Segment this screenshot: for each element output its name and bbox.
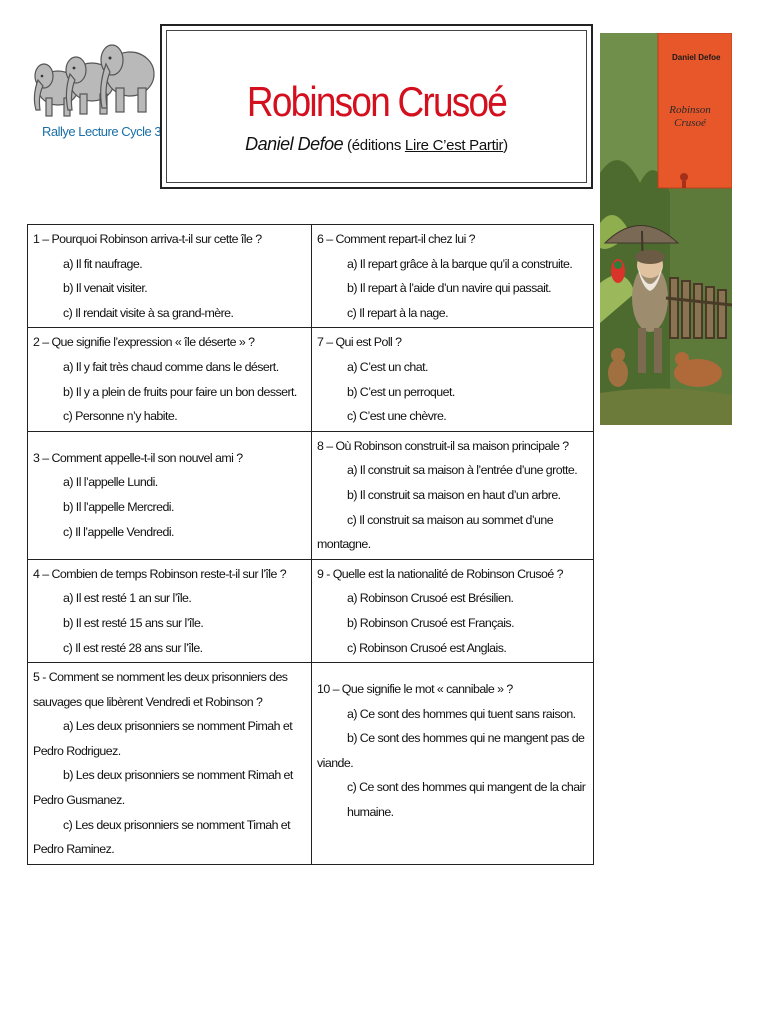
question-text: 9 - Quelle est la nationalité de Robinson Crusoé ? bbox=[317, 566, 563, 581]
answer-option: b) C’est un perroquet. bbox=[347, 384, 455, 399]
title-box bbox=[160, 24, 593, 189]
quiz-row bbox=[28, 225, 594, 328]
answer-option: c) Personne n’y habite. bbox=[63, 409, 178, 424]
cell-spacer bbox=[33, 434, 307, 446]
question-cell bbox=[28, 559, 312, 662]
quiz-row bbox=[28, 328, 594, 431]
answer-option: a) Il fit naufrage. bbox=[63, 256, 143, 271]
answer-option: b) Il y a plein de fruits pour faire un bon dessert. bbox=[63, 384, 297, 399]
question-text: 1 – Pourquoi Robinson arriva-t-il sur cette île ? bbox=[33, 232, 262, 246]
quiz-row bbox=[28, 559, 594, 662]
answer-option: a) Robinson Crusoé est Brésilien. bbox=[347, 591, 514, 606]
question-text: 3 – Comment appelle-t-il son nouvel ami ? bbox=[33, 450, 243, 465]
question-text: 10 – Que signifie le mot « cannibale » ? bbox=[317, 682, 513, 697]
publisher-suffix: ) bbox=[503, 137, 508, 154]
answer-option: c) Les deux prisonniers se nomment Timah et Pedro Raminez. bbox=[33, 817, 291, 857]
answer-option: c) Il est resté 28 ans sur l’île. bbox=[63, 640, 203, 655]
question-text: 2 – Que signifie l’expression « île déserte » ? bbox=[33, 335, 255, 350]
book-cover-image bbox=[600, 33, 732, 425]
answer-option: b) Robinson Crusoé est Français. bbox=[347, 615, 514, 630]
answer-option: b) Il construit sa maison en haut d’un arbre. bbox=[347, 487, 561, 502]
question-cell bbox=[312, 559, 594, 662]
answer-option: a) Il est resté 1 an sur l’île. bbox=[63, 591, 192, 606]
question-text: 8 – Où Robinson construit-il sa maison principale ? bbox=[317, 438, 569, 453]
answer-option: b) Il venait visiter. bbox=[63, 281, 148, 296]
subtitle bbox=[162, 134, 591, 155]
publisher-prefix: (éditions bbox=[343, 137, 405, 154]
cell-spacer bbox=[317, 665, 589, 677]
question-text: 4 – Combien de temps Robinson reste-t-il sur l’île ? bbox=[33, 566, 287, 581]
answer-option: a) Il repart grâce à la barque qu’il a construite. bbox=[347, 256, 573, 271]
answer-option: b) Il est resté 15 ans sur l’île. bbox=[63, 615, 204, 630]
cover-title-text bbox=[668, 104, 712, 130]
publisher-name: Lire C’est Partir bbox=[404, 137, 504, 154]
quiz-row bbox=[28, 663, 594, 865]
quiz-table bbox=[27, 224, 594, 865]
question-cell bbox=[312, 225, 594, 328]
answer-option: c) Robinson Crusoé est Anglais. bbox=[347, 640, 507, 655]
question-cell bbox=[28, 431, 312, 559]
answer-option: c) Ce sont des hommes qui mangent de la chair humaine. bbox=[347, 780, 586, 820]
answer-option: a) Ce sont des hommes qui tuent sans raison. bbox=[347, 706, 576, 721]
answer-option: c) Il repart à la nage. bbox=[347, 305, 448, 320]
answer-option: a) Les deux prisonniers se nomment Pimah et Pedro Rodriguez. bbox=[33, 719, 293, 758]
answer-option: c) Il rendait visite à sa grand-mère. bbox=[63, 305, 234, 320]
answer-option: a) Il construit sa maison à l’entrée d’une grotte. bbox=[347, 463, 578, 478]
question-text: 7 – Qui est Poll ? bbox=[317, 335, 402, 350]
answer-option: b) Ce sont des hommes qui ne mangent pas de viande. bbox=[317, 731, 585, 770]
answer-option: c) C’est une chèvre. bbox=[347, 409, 447, 424]
quiz-row bbox=[28, 431, 594, 559]
cover-title-line2: Crusoé bbox=[674, 117, 706, 129]
answer-option: b) Les deux prisonniers se nomment Rimah et Pedro Gusmanez. bbox=[33, 768, 293, 808]
question-cell bbox=[312, 663, 594, 865]
question-cell bbox=[28, 225, 312, 328]
book-title: Robinson Crusoé bbox=[246, 78, 507, 125]
cover-title-line1: Robinson bbox=[669, 104, 711, 116]
question-text: 5 - Comment se nomment les deux prisonniers des sauvages que libèrent Vendredi et Robinson ? bbox=[33, 670, 288, 709]
answer-option: b) Il repart à l’aide d’un navire qui passait. bbox=[347, 281, 552, 296]
answer-option: a) Il y fait très chaud comme dans le désert. bbox=[63, 359, 279, 374]
question-cell bbox=[28, 663, 312, 865]
question-cell bbox=[312, 328, 594, 431]
cover-author-text: Daniel Defoe bbox=[672, 53, 721, 62]
question-cell bbox=[312, 431, 594, 559]
answer-option: a) C’est un chat. bbox=[347, 359, 428, 374]
question-text: 6 – Comment repart-il chez lui ? bbox=[317, 232, 476, 246]
answer-option: a) Il l’appelle Lundi. bbox=[63, 475, 158, 490]
question-cell bbox=[28, 328, 312, 431]
answer-option: c) Il l’appelle Vendredi. bbox=[63, 524, 174, 539]
author-name: Daniel Defoe bbox=[245, 134, 344, 154]
answer-option: b) Il l’appelle Mercredi. bbox=[63, 499, 174, 514]
rallye-label: Rallye Lecture Cycle 3 bbox=[42, 124, 162, 139]
answer-option: c) Il construit sa maison au sommet d’une montagne. bbox=[317, 512, 554, 552]
